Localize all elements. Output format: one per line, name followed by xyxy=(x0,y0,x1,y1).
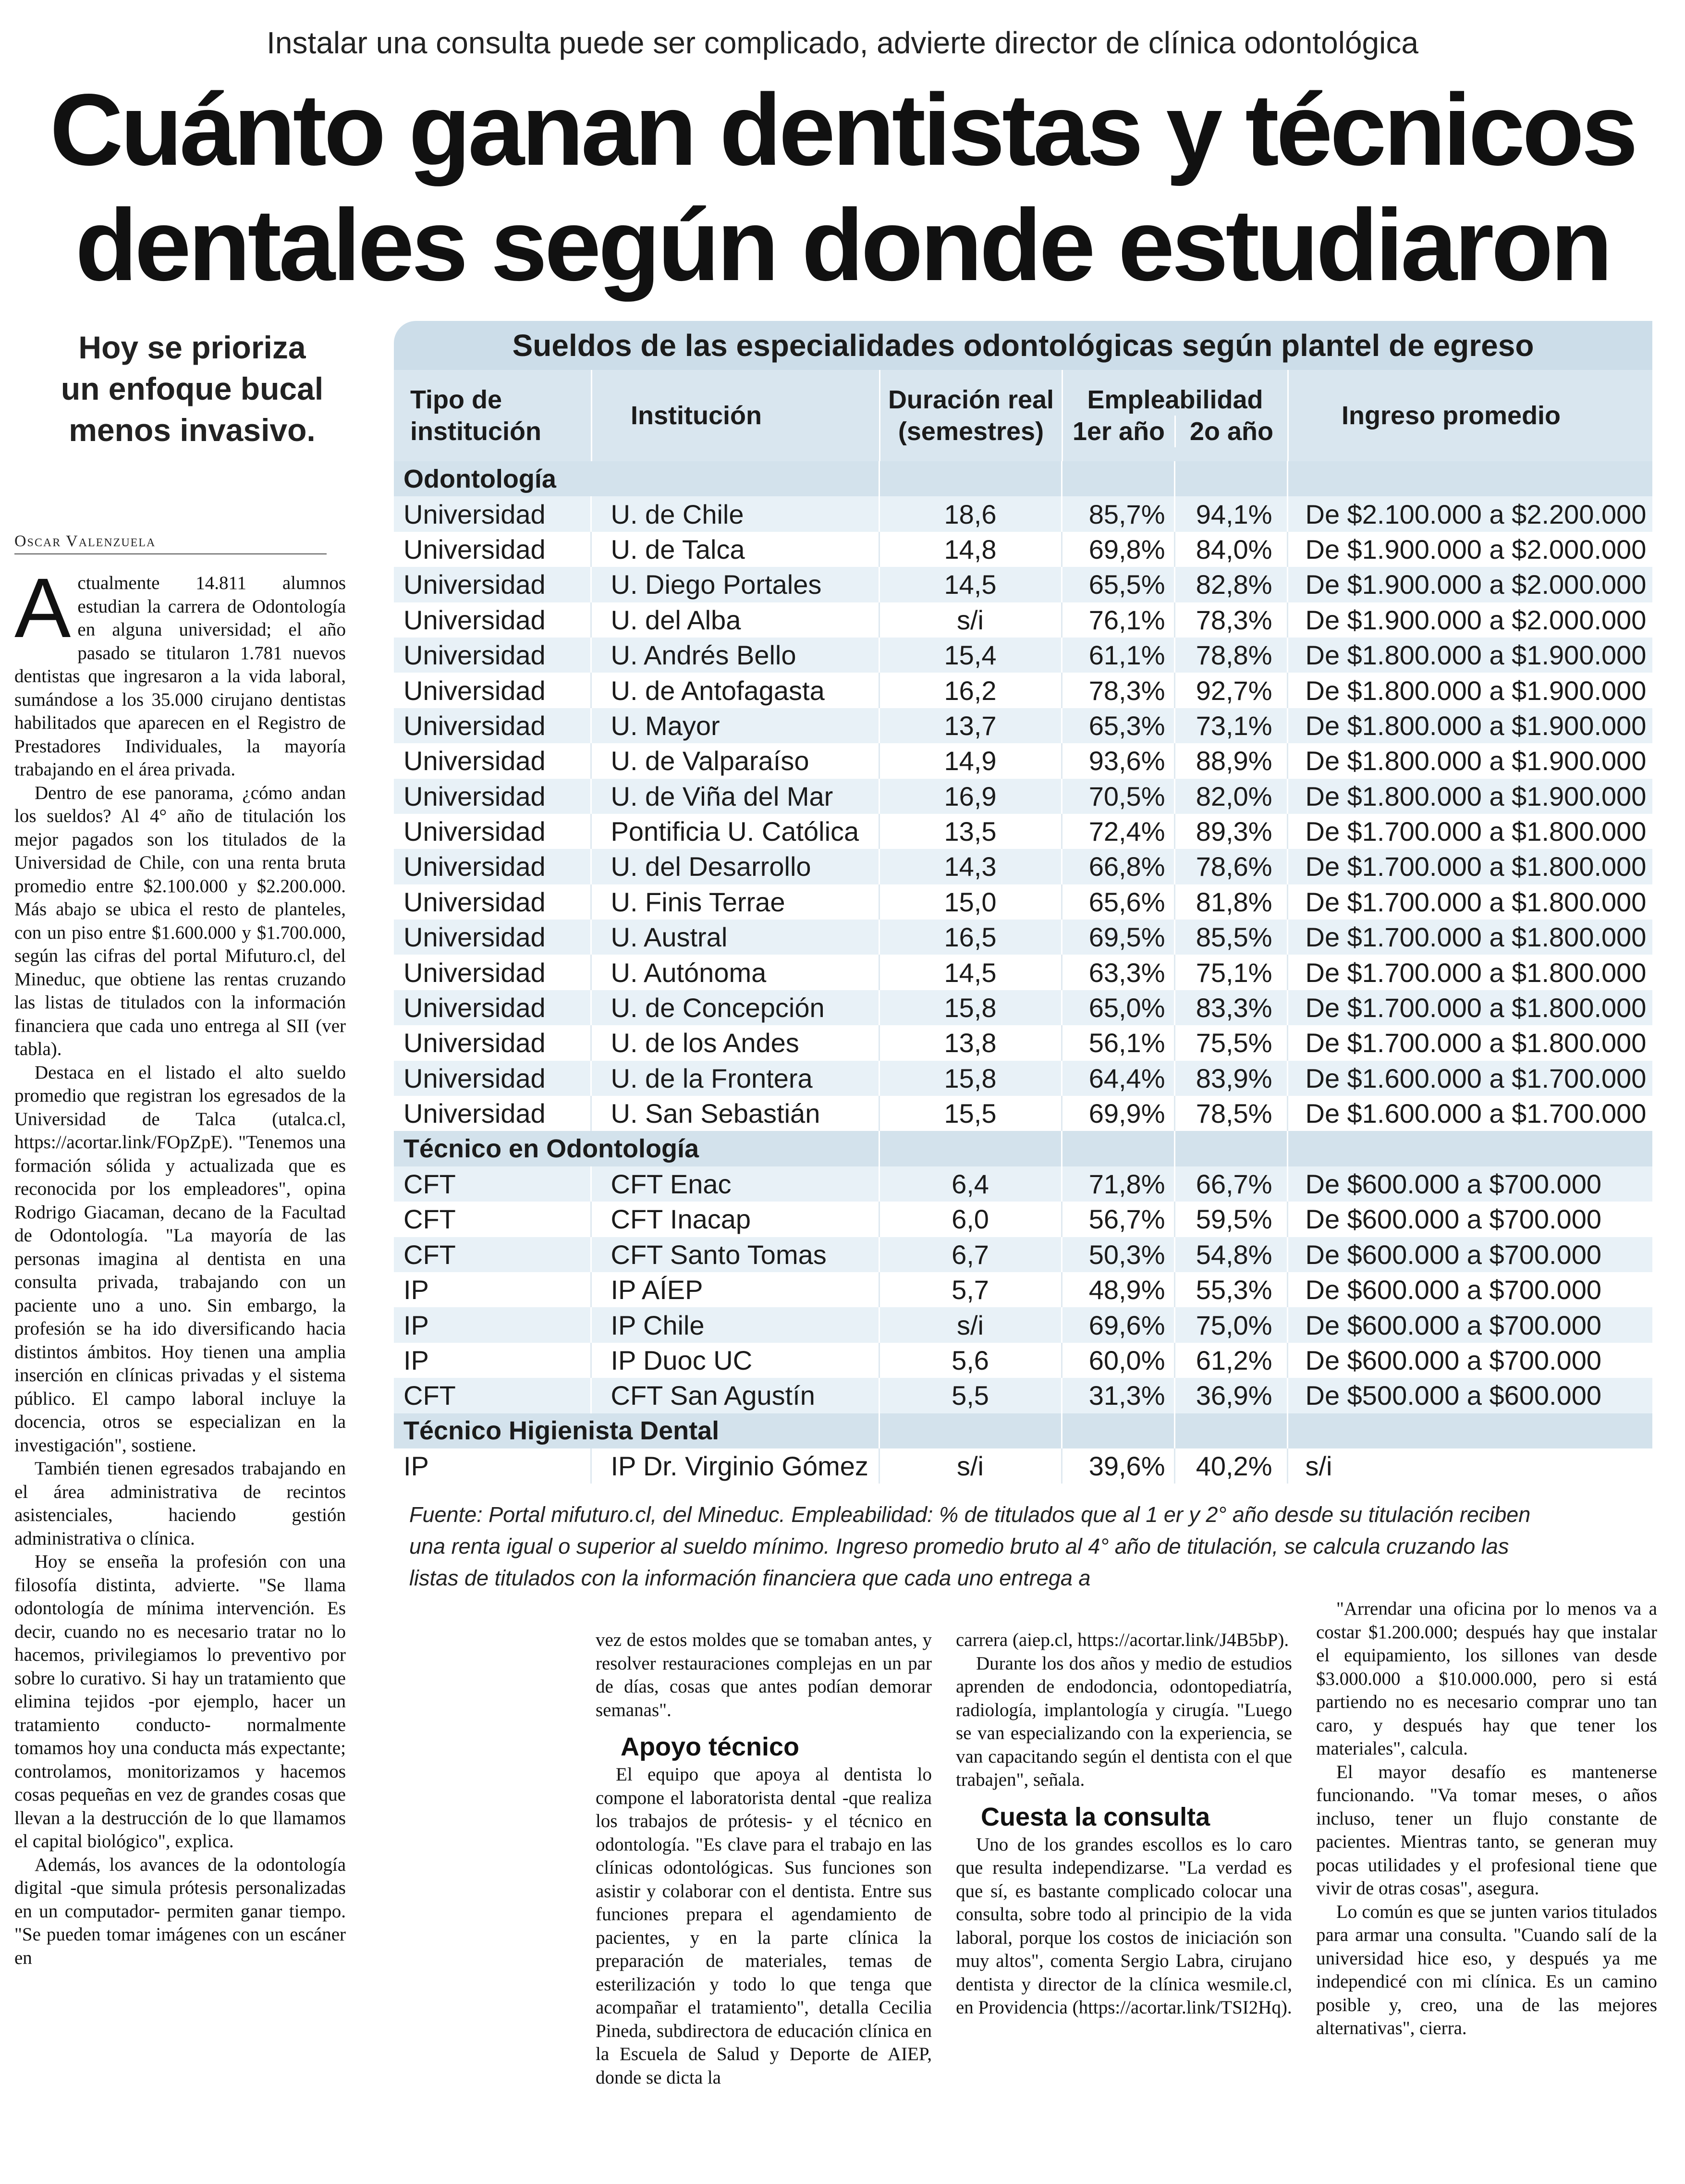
subhead-apoyo-tecnico: Apoyo técnico xyxy=(621,1732,800,1761)
section-spacer xyxy=(879,1413,1062,1448)
cell-institucion: U. Austral xyxy=(591,920,879,955)
cell-ingreso: De $1.800.000 a $1.900.000 xyxy=(1287,708,1652,743)
cell-ingreso: De $600.000 a $700.000 xyxy=(1287,1166,1652,1202)
cell-empleabilidad-1: 93,6% xyxy=(1062,743,1174,778)
cell-tipo: Universidad xyxy=(394,1061,591,1096)
cell-institucion: U. San Sebastián xyxy=(591,1096,879,1131)
pullquote xyxy=(19,327,365,451)
cell-tipo: Universidad xyxy=(394,1025,591,1060)
cell-empleabilidad-2: 78,3% xyxy=(1174,602,1287,638)
cell-ingreso: De $1.900.000 a $2.000.000 xyxy=(1287,532,1652,567)
header-tipo-line-2: institución xyxy=(410,417,541,446)
header-empleabilidad-years xyxy=(1063,416,1287,447)
cell-tipo: Universidad xyxy=(394,602,591,638)
cell-institucion: U. de Talca xyxy=(591,532,879,567)
cell-empleabilidad-2: 59,5% xyxy=(1174,1202,1287,1237)
cell-tipo: IP xyxy=(394,1307,591,1342)
cell-ingreso: De $1.800.000 a $1.900.000 xyxy=(1287,743,1652,778)
header-anio-1: 1er año xyxy=(1072,417,1165,446)
cell-institucion: U. Diego Portales xyxy=(591,567,879,602)
cell-empleabilidad-1: 69,5% xyxy=(1062,920,1174,955)
cell-empleabilidad-1: 69,8% xyxy=(1062,532,1174,567)
table-row xyxy=(394,1202,1652,1237)
cell-duracion: 5,7 xyxy=(879,1272,1062,1307)
cell-empleabilidad-2: 83,3% xyxy=(1174,990,1287,1025)
cell-empleabilidad-1: 60,0% xyxy=(1062,1343,1174,1378)
table-section-row xyxy=(394,461,1652,496)
cell-empleabilidad-2: 75,5% xyxy=(1174,1025,1287,1060)
cell-empleabilidad-2: 94,1% xyxy=(1174,496,1287,531)
cell-duracion: 15,0 xyxy=(879,884,1062,920)
article-paragraph: Durante los dos años y medio de estudios aprenden de endodoncia, odontopediatría, radiología, implantología y cirugía. "Luego se van especializando con la experiencia, se van capacitando según el dentista con el que trabajen", señala. xyxy=(956,1653,1292,1790)
cell-empleabilidad-1: 56,7% xyxy=(1062,1202,1174,1237)
cell-empleabilidad-1: 76,1% xyxy=(1062,602,1174,638)
pullquote-line-1: Hoy se prioriza xyxy=(78,330,306,365)
cell-institucion: U. Andrés Bello xyxy=(591,638,879,673)
subhead-cuesta-la-consulta: Cuesta la consulta xyxy=(981,1802,1210,1831)
cell-ingreso: De $600.000 a $700.000 xyxy=(1287,1272,1652,1307)
cell-tipo: CFT xyxy=(394,1237,591,1272)
cell-tipo: Universidad xyxy=(394,496,591,531)
cell-duracion: 16,2 xyxy=(879,673,1062,708)
cell-ingreso: De $1.800.000 a $1.900.000 xyxy=(1287,638,1652,673)
cell-empleabilidad-1: 56,1% xyxy=(1062,1025,1174,1060)
cell-tipo: Universidad xyxy=(394,567,591,602)
cell-duracion: 6,4 xyxy=(879,1166,1062,1202)
header-duracion-line-1: Duración real xyxy=(888,385,1054,414)
cell-tipo: Universidad xyxy=(394,990,591,1025)
cell-institucion: U. de los Andes xyxy=(591,1025,879,1060)
article-column-4 xyxy=(1316,1597,1657,2040)
article-column-3 xyxy=(956,1629,1292,2020)
cell-empleabilidad-1: 63,3% xyxy=(1062,955,1174,990)
cell-duracion: 13,8 xyxy=(879,1025,1062,1060)
table-row xyxy=(394,849,1652,884)
source-note: Fuente: Portal mifuturo.cl, del Mineduc. Empleabilidad: % de titulados que al 1 er y 2° año desde su titulación reciben una renta igual o superior al sueldo mínimo. Ingreso promedio bruto al 4° año de titulación, se calcula cruzando las listas de titulados con la información financiera que cada uno entrega a xyxy=(409,1502,1531,1590)
article-paragraph: El equipo que apoya al dentista lo compone el laboratorista dental -que realiza los trabajos de prótesis- y el técnico en odontología. "Es clave para el trabajo en las clínicas odontológicas. Sus funciones son asistir y colaborar con el dentista. Entre sus funciones prepara el agendamiento de pacientes, y en la parte clínica la preparación de materiales, temas de esterilización y todo lo que tenga que acompañar el tratamiento", detalla Cecilia Pineda, subdirectora de educación clínica en la Escuela de Salud y Deporte de AIEP, donde se dicta la xyxy=(596,1764,932,2088)
cell-duracion: s/i xyxy=(879,1448,1062,1484)
table-row xyxy=(394,602,1652,638)
cell-ingreso: De $1.900.000 a $2.000.000 xyxy=(1287,567,1652,602)
cell-institucion: U. de Concepción xyxy=(591,990,879,1025)
article-paragraph: El mayor desafío es mantenerse funcionando. "Va tomar meses, o años incluso, tener un flujo constante de pacientes. Mientras tanto, se generan muy pocas utilidades y el profesional tiene que vivir de otras cosas", asegura. xyxy=(1316,1761,1657,1899)
table-row xyxy=(394,920,1652,955)
cell-ingreso: De $1.900.000 a $2.000.000 xyxy=(1287,602,1652,638)
cell-ingreso: De $1.600.000 a $1.700.000 xyxy=(1287,1096,1652,1131)
header-duracion-line-2: (semestres) xyxy=(898,417,1044,446)
table-row xyxy=(394,496,1652,531)
cell-empleabilidad-2: 83,9% xyxy=(1174,1061,1287,1096)
section-spacer xyxy=(1287,1413,1652,1448)
section-spacer xyxy=(1174,1413,1287,1448)
cell-duracion: 14,5 xyxy=(879,955,1062,990)
section-spacer xyxy=(1062,461,1174,496)
pullquote-line-2: un enfoque bucal xyxy=(61,371,324,406)
article-paragraph: Lo común es que se junten varios titulados para armar una consulta. "Cuando salí de la universidad hice eso, y después ya me independicé con mi clínica. Es un camino posible y, creo, una de las mejores alternativas", cierra. xyxy=(1316,1901,1657,2038)
cell-institucion: CFT Santo Tomas xyxy=(591,1237,879,1272)
cell-empleabilidad-2: 73,1% xyxy=(1174,708,1287,743)
byline: Oscar Valenzuela xyxy=(14,532,327,554)
cell-tipo: Universidad xyxy=(394,884,591,920)
table-row xyxy=(394,743,1652,778)
cell-empleabilidad-2: 81,8% xyxy=(1174,884,1287,920)
cell-tipo: Universidad xyxy=(394,779,591,814)
cell-tipo: IP xyxy=(394,1272,591,1307)
cell-empleabilidad-2: 78,5% xyxy=(1174,1096,1287,1131)
section-spacer xyxy=(1174,1131,1287,1166)
table-row xyxy=(394,1096,1652,1131)
header-empleabilidad xyxy=(1062,370,1287,461)
cell-tipo: Universidad xyxy=(394,920,591,955)
cell-institucion: IP Dr. Virginio Gómez xyxy=(591,1448,879,1484)
header-empleabilidad-label: Empleabilidad xyxy=(1087,385,1263,414)
cell-tipo: Universidad xyxy=(394,673,591,708)
cell-institucion: U. Mayor xyxy=(591,708,879,743)
section-spacer xyxy=(1062,1131,1174,1166)
article-paragraph: carrera (aiep.cl, https://acortar.link/J4B5bP). xyxy=(956,1630,1289,1650)
cell-duracion: 6,0 xyxy=(879,1202,1062,1237)
cell-ingreso: De $600.000 a $700.000 xyxy=(1287,1307,1652,1342)
article-paragraph: Hoy se enseña la profesión con una filosofía distinta, advierte. "Se llama odontología de mínima intervención. Es decir, cuando no es necesario tratar no lo hacemos, privilegiamos lo preventivo por sobre lo curativo. Si hay un tratamiento que elimina tejidos -por ejemplo, hacer un tratamiento conducto- normalmente tomamos hoy una conducta más expectante; controlamos, monitorizamos y hacemos cosas pequeñas en vez de grandes cosas que llevan a la destrucción de lo que llamamos el capital biológico", explica. xyxy=(14,1551,346,1852)
table-row xyxy=(394,708,1652,743)
cell-tipo: IP xyxy=(394,1448,591,1484)
article-paragraph xyxy=(14,561,346,782)
cell-empleabilidad-1: 71,8% xyxy=(1062,1166,1174,1202)
cell-institucion: U. Autónoma xyxy=(591,955,879,990)
header-tipo-line-1: Tipo de xyxy=(410,385,502,414)
cell-ingreso: De $500.000 a $600.000 xyxy=(1287,1378,1652,1413)
header-duracion xyxy=(879,370,1062,461)
cell-ingreso: De $1.700.000 a $1.800.000 xyxy=(1287,884,1652,920)
cell-ingreso: De $1.800.000 a $1.900.000 xyxy=(1287,779,1652,814)
article-column-2 xyxy=(596,1629,932,2089)
table-row xyxy=(394,1061,1652,1096)
section-spacer xyxy=(879,1131,1062,1166)
header-anio-2: 2o año xyxy=(1174,416,1287,447)
cell-duracion: 15,5 xyxy=(879,1096,1062,1131)
cell-empleabilidad-2: 75,0% xyxy=(1174,1307,1287,1342)
cell-empleabilidad-2: 55,3% xyxy=(1174,1272,1287,1307)
cell-empleabilidad-2: 84,0% xyxy=(1174,532,1287,567)
cell-institucion: U. de Chile xyxy=(591,496,879,531)
cell-ingreso: De $600.000 a $700.000 xyxy=(1287,1343,1652,1378)
cell-institucion: IP AÍEP xyxy=(591,1272,879,1307)
cell-empleabilidad-2: 66,7% xyxy=(1174,1166,1287,1202)
cell-empleabilidad-1: 85,7% xyxy=(1062,496,1174,531)
cell-empleabilidad-2: 82,8% xyxy=(1174,567,1287,602)
cell-empleabilidad-2: 85,5% xyxy=(1174,920,1287,955)
table-row xyxy=(394,884,1652,920)
article-paragraph: vez de estos moldes que se tomaban antes, y resolver restauraciones complejas en un par de días, cosas que antes podían demorar semanas". xyxy=(596,1630,932,1720)
section-spacer xyxy=(879,461,1062,496)
table-row xyxy=(394,814,1652,849)
cell-empleabilidad-1: 66,8% xyxy=(1062,849,1174,884)
cell-duracion: s/i xyxy=(879,1307,1062,1342)
cell-institucion: U. Finis Terrae xyxy=(591,884,879,920)
pullquote-line-3: menos invasivo. xyxy=(69,412,316,448)
table-rows xyxy=(394,461,1652,1484)
salary-table xyxy=(394,321,1652,1484)
cell-empleabilidad-1: 65,0% xyxy=(1062,990,1174,1025)
cell-tipo: Universidad xyxy=(394,638,591,673)
cell-duracion: 14,3 xyxy=(879,849,1062,884)
cell-duracion: 15,8 xyxy=(879,990,1062,1025)
cell-ingreso: De $1.700.000 a $1.800.000 xyxy=(1287,814,1652,849)
section-title: Odontología xyxy=(394,461,879,496)
table-title: Sueldos de las especialidades odontológicas según plantel de egreso xyxy=(394,321,1652,370)
cell-duracion: 18,6 xyxy=(879,496,1062,531)
cell-tipo: IP xyxy=(394,1343,591,1378)
cell-duracion: 15,8 xyxy=(879,1061,1062,1096)
cell-ingreso: De $1.700.000 a $1.800.000 xyxy=(1287,849,1652,884)
cell-duracion: 16,9 xyxy=(879,779,1062,814)
cell-duracion: s/i xyxy=(879,602,1062,638)
cell-tipo: Universidad xyxy=(394,814,591,849)
cell-duracion: 14,8 xyxy=(879,532,1062,567)
cell-institucion: CFT Inacap xyxy=(591,1202,879,1237)
cell-duracion: 16,5 xyxy=(879,920,1062,955)
table-row xyxy=(394,1378,1652,1413)
article-paragraph: También tienen egresados trabajando en el área administrativa de recintos asistenciales, haciendo gestión administrativa o clínica. xyxy=(14,1458,346,1549)
dropcap: A xyxy=(14,561,71,655)
cell-empleabilidad-1: 48,9% xyxy=(1062,1272,1174,1307)
cell-ingreso: s/i xyxy=(1287,1448,1652,1484)
headline-line-2: dentales según donde estudiaron xyxy=(75,188,1610,302)
cell-tipo: Universidad xyxy=(394,532,591,567)
cell-empleabilidad-2: 82,0% xyxy=(1174,779,1287,814)
header-institucion: Institución xyxy=(591,370,879,461)
cell-empleabilidad-2: 61,2% xyxy=(1174,1343,1287,1378)
cell-tipo: Universidad xyxy=(394,1096,591,1131)
cell-empleabilidad-1: 78,3% xyxy=(1062,673,1174,708)
kicker: Instalar una consulta puede ser complicado, advierte director de clínica odontológica xyxy=(267,25,1418,60)
table-row xyxy=(394,673,1652,708)
cell-ingreso: De $600.000 a $700.000 xyxy=(1287,1202,1652,1237)
cell-ingreso: De $600.000 a $700.000 xyxy=(1287,1237,1652,1272)
section-title: Técnico en Odontología xyxy=(394,1131,879,1166)
cell-empleabilidad-1: 72,4% xyxy=(1062,814,1174,849)
cell-empleabilidad-2: 78,8% xyxy=(1174,638,1287,673)
cell-institucion: Pontificia U. Católica xyxy=(591,814,879,849)
cell-empleabilidad-1: 65,5% xyxy=(1062,567,1174,602)
table-body xyxy=(394,461,1652,1484)
cell-empleabilidad-2: 40,2% xyxy=(1174,1448,1287,1484)
cell-tipo: Universidad xyxy=(394,849,591,884)
cell-institucion: IP Chile xyxy=(591,1307,879,1342)
cell-duracion: 14,9 xyxy=(879,743,1062,778)
table-row xyxy=(394,532,1652,567)
cell-tipo: CFT xyxy=(394,1378,591,1413)
cell-duracion: 5,6 xyxy=(879,1343,1062,1378)
article-paragraph: "Arrendar una oficina por lo menos va a costar $1.200.000; después hay que instalar el equipamiento, los sillones van desde $3.000.000 a $10.000.000, pero si está partiendo no es necesario comprar uno tan caro, y después hay que tener los materiales", calcula. xyxy=(1316,1598,1657,1759)
table-row xyxy=(394,1237,1652,1272)
cell-duracion: 15,4 xyxy=(879,638,1062,673)
cell-tipo: CFT xyxy=(394,1202,591,1237)
headline xyxy=(0,72,1685,303)
cell-empleabilidad-1: 31,3% xyxy=(1062,1378,1174,1413)
cell-empleabilidad-1: 65,6% xyxy=(1062,884,1174,920)
cell-duracion: 5,5 xyxy=(879,1378,1062,1413)
section-spacer xyxy=(1287,461,1652,496)
table-row xyxy=(394,1166,1652,1202)
article-paragraph: Además, los avances de la odontología digital -que simula prótesis personalizadas en un computador- permiten ganar tiempo. "Se pueden tomar imágenes con un escáner en xyxy=(14,1854,346,1968)
cell-empleabilidad-1: 50,3% xyxy=(1062,1237,1174,1272)
cell-empleabilidad-2: 92,7% xyxy=(1174,673,1287,708)
cell-ingreso: De $1.600.000 a $1.700.000 xyxy=(1287,1061,1652,1096)
headline-line-1: Cuánto ganan dentistas y técnicos xyxy=(49,73,1636,186)
section-spacer xyxy=(1287,1131,1652,1166)
cell-ingreso: De $1.800.000 a $1.900.000 xyxy=(1287,673,1652,708)
cell-institucion: U. de la Frontera xyxy=(591,1061,879,1096)
header-tipo xyxy=(394,370,591,461)
cell-institucion: U. de Valparaíso xyxy=(591,743,879,778)
table-section-row xyxy=(394,1131,1652,1166)
table-row xyxy=(394,1272,1652,1307)
cell-tipo: CFT xyxy=(394,1166,591,1202)
cell-empleabilidad-1: 69,9% xyxy=(1062,1096,1174,1131)
table-row xyxy=(394,1307,1652,1342)
cell-institucion: U. de Antofagasta xyxy=(591,673,879,708)
cell-empleabilidad-1: 70,5% xyxy=(1062,779,1174,814)
table-row xyxy=(394,779,1652,814)
article-paragraph: Dentro de ese panorama, ¿cómo andan los sueldos? Al 4° año de titulación los mejor pagados son los titulados de la Universidad de Chile, con una renta bruta promedio entre $2.100.000 y $2.200.000. Más abajo se ubica el resto de planteles, con un piso entre $1.600.000 y $1.700.000, según las cifras del portal Mifuturo.cl, del Mineduc, que obtiene las rentas cruzando las listas de titulados con la información financiera que cada uno entrega al SII (ver tabla). xyxy=(14,782,346,1059)
cell-tipo: Universidad xyxy=(394,743,591,778)
cell-institucion: U. de Viña del Mar xyxy=(591,779,879,814)
cell-institucion: CFT Enac xyxy=(591,1166,879,1202)
table-header-row xyxy=(394,370,1652,461)
cell-empleabilidad-1: 61,1% xyxy=(1062,638,1174,673)
cell-tipo: Universidad xyxy=(394,708,591,743)
cell-ingreso: De $1.700.000 a $1.800.000 xyxy=(1287,1025,1652,1060)
article-paragraph: Uno de los grandes escollos es lo caro que resulta independizarse. "La verdad es que sí, es bastante complicado colocar una consulta, sobre todo al principio de la vida laboral, porque los costos de iniciación son muy altos", comenta Sergio Labra, cirujano dentista y director de la clínica wesmile.cl, en Providencia (https://acortar.link/TSI2Hq). xyxy=(956,1834,1292,2018)
section-title: Técnico Higienista Dental xyxy=(394,1413,879,1448)
cell-ingreso: De $1.700.000 a $1.800.000 xyxy=(1287,990,1652,1025)
cell-duracion: 13,5 xyxy=(879,814,1062,849)
table-row xyxy=(394,638,1652,673)
article-column-1 xyxy=(14,561,346,1970)
cell-institucion: U. del Desarrollo xyxy=(591,849,879,884)
cell-empleabilidad-2: 36,9% xyxy=(1174,1378,1287,1413)
cell-duracion: 13,7 xyxy=(879,708,1062,743)
cell-empleabilidad-1: 39,6% xyxy=(1062,1448,1174,1484)
table-row xyxy=(394,955,1652,990)
cell-empleabilidad-1: 69,6% xyxy=(1062,1307,1174,1342)
table-row xyxy=(394,567,1652,602)
cell-ingreso: De $2.100.000 a $2.200.000 xyxy=(1287,496,1652,531)
cell-empleabilidad-2: 89,3% xyxy=(1174,814,1287,849)
cell-empleabilidad-2: 54,8% xyxy=(1174,1237,1287,1272)
article-paragraph: Destaca en el listado el alto sueldo promedio que registran los egresados de la Universidad de Talca (utalca.cl, https://acortar.link/FOpZpE). "Tenemos una formación sólida y actualizada que es reconocida por los empleadores", opina Rodrigo Giacaman, decano de la Facultad de Odontología. "La mayoría de las personas imagina al dentista en una consulta privada, trabajando con un paciente uno a uno. Sin embargo, la profesión se ha ido diversificando hacia distintos ámbitos. Hoy tienen una amplia inserción en clínicas privadas y el sistema público. El campo laboral incluye la docencia, otros se especializan en la investigación", sostiene. xyxy=(14,1062,346,1456)
cell-ingreso: De $1.700.000 a $1.800.000 xyxy=(1287,955,1652,990)
cell-institucion: U. del Alba xyxy=(591,602,879,638)
cell-ingreso: De $1.700.000 a $1.800.000 xyxy=(1287,920,1652,955)
header-ingreso: Ingreso promedio xyxy=(1287,370,1652,461)
cell-empleabilidad-2: 88,9% xyxy=(1174,743,1287,778)
section-spacer xyxy=(1062,1413,1174,1448)
table-row xyxy=(394,1343,1652,1378)
cell-empleabilidad-2: 75,1% xyxy=(1174,955,1287,990)
cell-institucion: IP Duoc UC xyxy=(591,1343,879,1378)
cell-duracion: 6,7 xyxy=(879,1237,1062,1272)
article-text: ctualmente 14.811 alumnos estudian la carrera de Odontología en alguna universidad; el año pasado se titularon 1.781 nuevos dentistas que ingresaron a la vida laboral, sumándose a los 35.000 cirujano dentistas habilitados que aparecen en el Registro de Prestadores Individuales, la mayoría trabajando en el área privada. xyxy=(14,573,346,780)
cell-institucion: CFT San Agustín xyxy=(591,1378,879,1413)
table-row xyxy=(394,1448,1652,1484)
cell-tipo: Universidad xyxy=(394,955,591,990)
cell-empleabilidad-1: 65,3% xyxy=(1062,708,1174,743)
table-row xyxy=(394,990,1652,1025)
cell-duracion: 14,5 xyxy=(879,567,1062,602)
cell-empleabilidad-1: 64,4% xyxy=(1062,1061,1174,1096)
table-row xyxy=(394,1025,1652,1060)
section-spacer xyxy=(1174,461,1287,496)
table-section-row xyxy=(394,1413,1652,1448)
cell-empleabilidad-2: 78,6% xyxy=(1174,849,1287,884)
